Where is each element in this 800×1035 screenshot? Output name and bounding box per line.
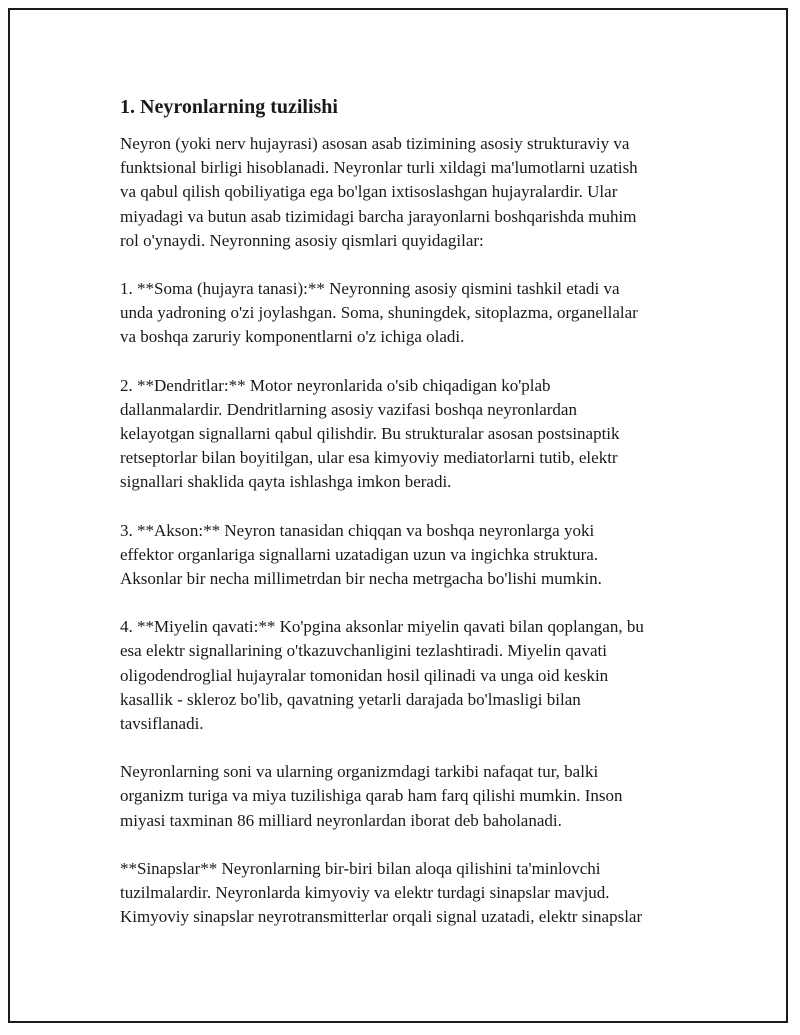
text-line: kasallik - skleroz bo'lib, qavatning yetarli darajada bo'lmasligi bilan (120, 689, 581, 709)
text-line: organizm turiga va miya tuzilishiga qarab ham farq qilishi mumkin. Inson (120, 786, 623, 806)
text-line: Aksonlar bir necha millimetrdan bir necha metrgacha bo'lishi mumkin. (120, 569, 602, 589)
text-line: Kimyoviy sinapslar neyrotransmitterlar orqali signal uzatadi, elektr sinapslar (120, 907, 643, 927)
text-line: retseptorlar bilan boyitilgan, ular esa kimyoviy mediatorlarni tutib, elektr (120, 448, 618, 468)
text-line: kelayotgan signallarni qabul qilishdir. Bu strukturalar asosan postsinaptik (120, 424, 620, 444)
paragraph-myelin (120, 615, 700, 736)
text-line: Neyronlarning soni va ularning organizmdagi tarkibi nafaqat tur, balki (120, 762, 599, 782)
document-content (120, 94, 700, 953)
section-heading: 1. Neyronlarning tuzilishi (120, 96, 338, 118)
text-line: signallari shaklida qayta ishlashga imkon beradi. (120, 472, 452, 492)
text-line: esa elektr signallarining o'tkazuvchanligini tezlashtiradi. Miyelin qavati (120, 641, 607, 661)
text-line: effektor organlariga signallarni uzatadigan uzun va ingichka struktura. (120, 544, 599, 564)
text-line: tavsiflanadi. (120, 714, 204, 734)
paragraph-soma (120, 277, 700, 350)
text-line: rol o'ynaydi. Neyronning asosiy qismlari quyidagilar: (120, 230, 484, 250)
paragraph-neuron-count (120, 760, 700, 833)
text-line: **Sinapslar** Neyronlarning bir-biri bilan aloqa qilishini ta'minlovchi (120, 858, 601, 878)
paragraph-dendrites (120, 374, 700, 495)
text-line: miyadagi va butun asab tizimidagi barcha jarayonlarni boshqarishda muhim (120, 206, 637, 226)
text-line: dallanmalardir. Dendritlarning asosiy vazifasi boshqa neyronlardan (120, 399, 577, 419)
text-line: Neyron (yoki nerv hujayrasi) asosan asab tizimining asosiy strukturaviy va (120, 134, 630, 153)
document-page (8, 8, 788, 1023)
text-line: va qabul qilish qobiliyatiga ega bo'lgan ixtisoslashgan hujayralardir. Ular (120, 182, 618, 202)
text-line: va boshqa zaruriy komponentlarni o'z ichiga oladi. (120, 327, 465, 347)
text-line: 3. **Akson:** Neyron tanasidan chiqqan va boshqa neyronlarga yoki (120, 520, 595, 540)
text-line: 2. **Dendritlar:** Motor neyronlarida o'sib chiqadigan ko'plab (120, 375, 551, 395)
paragraph-axon (120, 519, 700, 592)
text-line: 1. **Soma (hujayra tanasi):** Neyronning asosiy qismini tashkil etadi va (120, 279, 620, 299)
text-line: funktsional birligi hisoblanadi. Neyronlar turli xildagi ma'lumotlarni uzatish (120, 158, 638, 178)
text-line: miyasi taxminan 86 milliard neyronlardan iborat deb baholanadi. (120, 810, 562, 830)
paragraph-intro (120, 132, 700, 253)
text-line: oligodendroglial hujayralar tomonidan hosil qilinadi va unga oid keskin (120, 665, 609, 685)
paragraph-synapses (120, 857, 700, 930)
text-line: unda yadroning o'zi joylashgan. Soma, shuningdek, sitoplazma, organellalar (120, 303, 638, 323)
text-line: tuzilmalardir. Neyronlarda kimyoviy va elektr turdagi sinapslar mavjud. (120, 883, 610, 903)
text-line: 4. **Miyelin qavati:** Ko'pgina aksonlar miyelin qavati bilan qoplangan, bu (120, 617, 644, 637)
